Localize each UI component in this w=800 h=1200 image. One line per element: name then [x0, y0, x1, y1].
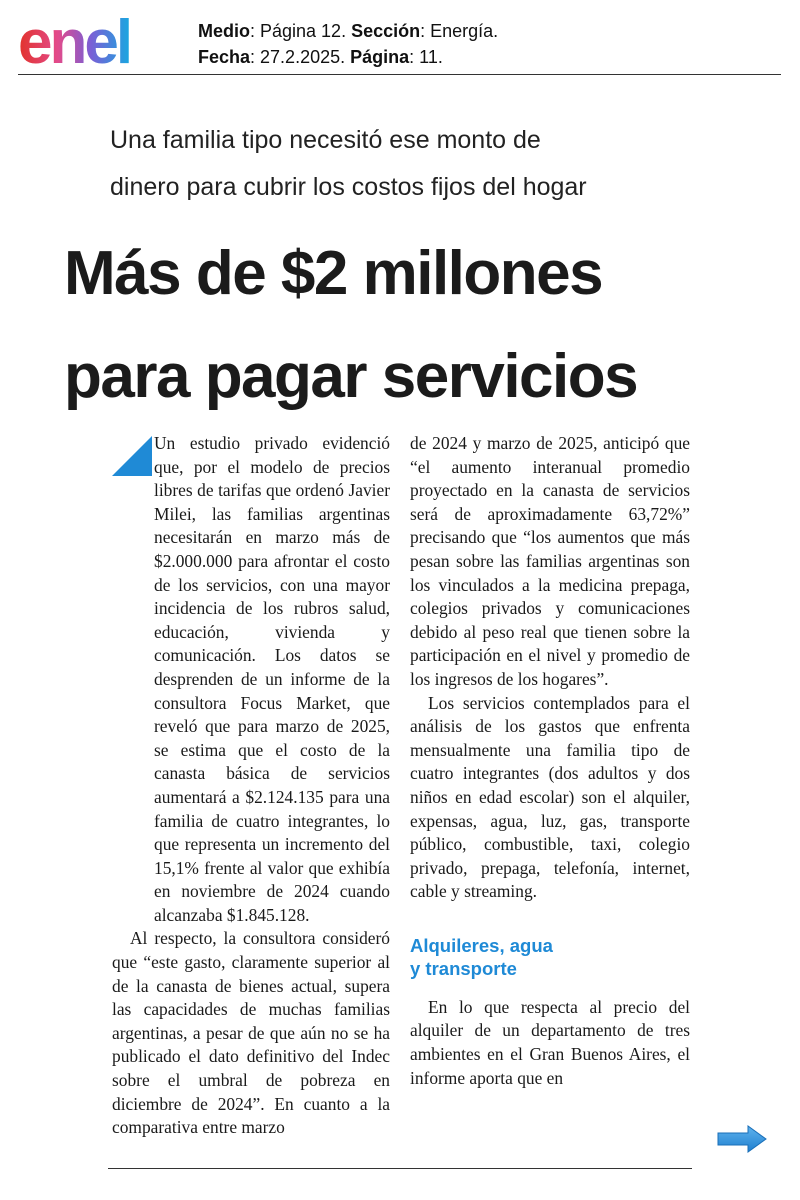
- clipping-header: [0, 0, 800, 80]
- meta-line-2: [198, 44, 498, 70]
- kicker-line-1: Una familia tipo necesitó ese monto de: [110, 126, 541, 154]
- subhead-line-1: Alquileres, agua: [410, 934, 553, 956]
- article-column-2: [410, 432, 690, 1090]
- medio-value: : Página 12.: [250, 21, 352, 41]
- fecha-value: : 27.2.2025.: [250, 47, 351, 67]
- svg-text:enel: enel: [18, 8, 131, 68]
- paragraph-4: Los servicios contemplados para el análisis de los gastos que enfrenta mensualmente una familia tipo de cuatro integrantes (dos adultos y dos niños en edad escolar) son el alquiler, expensas, agua, luz, gas, transporte público, combustible, taxi, colegio privado, prepaga, telefonía, internet, cable y streaming.: [410, 692, 690, 902]
- headline-line-2: para pagar servicios: [64, 342, 638, 411]
- clipping-meta: [198, 18, 498, 70]
- meta-line-1: [198, 18, 498, 44]
- arrow-right-icon[interactable]: [716, 1124, 768, 1154]
- pagina-value: : 11.: [409, 47, 443, 67]
- section-subhead: [410, 934, 690, 980]
- kicker-line-2: dinero para cubrir los costos fijos del hogar: [110, 173, 587, 201]
- paragraph-2: Al respecto, la consultora consideró que “este gasto, claramente superior al de la canasta de bienes actual, supera las capacidades de muchas familias argentinas, a pesar de que aún no se ha publicado el dato definitivo del Indec sobre el umbral de pobreza en diciembre de 2024”. En cuanto a la comparativa entre marzo: [112, 928, 390, 1138]
- article-headline: [64, 222, 784, 428]
- enel-logo: [18, 8, 168, 68]
- article-kicker: [110, 117, 710, 211]
- seccion-label: Sección: [351, 21, 421, 41]
- fecha-label: Fecha: [198, 47, 251, 67]
- paragraph-1: Un estudio privado evidenció que, por el modelo de precios libres de tarifas que ordenó Javier Milei, las familias argentinas necesitarán en marzo más de $2.000.000 para afrontar el costo de los servicios, con una mayor incidencia de los rubros salud, educación, vivienda y comunicación. Los datos se desprenden de un informe de la consultora Focus Market, que reveló que para marzo de 2025, se estima que el costo de la canasta básica de servicios aumentará a $2.124.135 para una familia de cuatro integrantes, lo que representa un incremento del 15,1% frente al valor que exhibía en noviembre de 2024 cuando alcanzaba $1.845.128.: [154, 433, 390, 925]
- footer-divider: [108, 1168, 692, 1169]
- headline-line-1: Más de $2 millones: [64, 239, 603, 308]
- header-divider: [18, 74, 781, 75]
- article-column-1: [112, 432, 390, 1140]
- paragraph-3: de 2024 y marzo de 2025, anticipó que “el aumento interanual promedio proyectado en la canasta de servicios será de aproximadamente 63,72%” precisando que “los aumentos que más pesan sobre las familias argentinas son los vinculados a la medicina prepaga, colegios privados y comunicaciones debido al peso real que tienen sobre la participación en el nivel y promedio de los ingresos de los hogares”.: [410, 433, 690, 689]
- medio-label: Medio: [198, 21, 250, 41]
- paragraph-5: En lo que respecta al precio del alquiler de un departamento de tres ambientes en el Gran Buenos Aires, el informe aporta que en: [410, 996, 690, 1088]
- subhead-line-2: y transporte: [410, 957, 517, 979]
- pagina-label: Página: [350, 47, 410, 67]
- seccion-value: : Energía.: [420, 21, 499, 41]
